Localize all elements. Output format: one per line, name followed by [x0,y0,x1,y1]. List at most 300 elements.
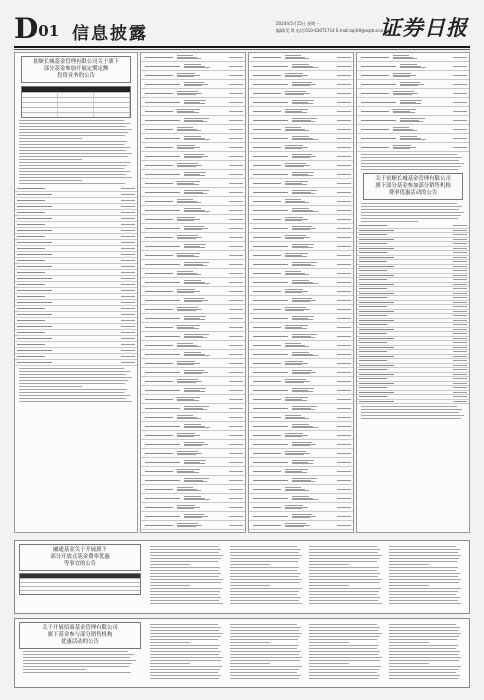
table-row [249,80,353,89]
text-line [389,648,457,649]
text-line [361,218,458,219]
text-column [227,544,307,606]
text-line [150,669,220,670]
text-line [389,645,459,646]
text-line [389,579,462,580]
text-line [150,660,221,661]
table-row [141,107,245,116]
text-line [361,209,459,210]
section-title: 信息披露 [72,24,148,44]
text-line [309,555,382,556]
table-row [249,350,353,359]
text-line [309,552,378,553]
text-line [150,651,221,652]
text-line [150,642,190,643]
bottom-2-headline-line: 优惠活动的公告 [61,639,99,645]
table-row [249,332,353,341]
page-number: 01 [38,22,60,40]
text-line [150,555,223,556]
text-line [150,564,190,565]
text-line [309,630,378,631]
text-line [230,594,298,595]
bottom-2-left [19,622,141,675]
text-line [19,159,82,160]
page-code [14,14,59,48]
text-line [150,561,218,562]
text-line [309,651,380,652]
text-line [19,395,130,396]
table-row [249,125,353,134]
table-row [249,440,353,449]
bottom-1-headline-line: 融通基金关于开展旗下 [53,547,107,553]
table-row [357,89,469,98]
paper-name-logo: 证券日报 [380,15,468,40]
text-line [309,561,377,562]
text-line [309,678,378,679]
text-line [230,582,301,583]
text-line [309,663,349,664]
text-line [150,582,221,583]
text-line [230,645,300,646]
text-line [19,141,127,142]
masthead-rule-thin [14,49,470,50]
text-line [150,633,223,634]
text-line [389,570,457,571]
text-line [230,678,299,679]
table-row [141,503,245,512]
table-row [141,359,245,368]
text-line [23,669,86,670]
text-line [230,651,301,652]
text-line [230,588,302,589]
table-row [141,512,245,521]
text-line [19,156,128,157]
text-line [309,660,380,661]
table-row [141,404,245,413]
table-row [249,368,353,377]
table-row [141,125,245,134]
text-line [309,642,349,643]
text-line [19,165,127,166]
text-line [230,558,301,559]
text-line [389,642,429,643]
table-row [141,386,245,395]
text-line [150,591,220,592]
text-line [389,582,460,583]
text-line [230,546,298,547]
table-row [141,80,245,89]
text-line [19,401,132,402]
text-line [23,654,134,655]
text-line [150,630,219,631]
text-line [19,177,132,178]
table-row [141,233,245,242]
bottom-1-table [19,573,141,595]
column-4-notice [356,52,470,533]
text-line [150,585,190,586]
text-line [389,558,460,559]
text-line [19,147,130,148]
text-line [230,552,299,553]
table-row [141,296,245,305]
text-line [389,585,429,586]
text-line [150,558,221,559]
text-line [361,154,457,155]
table-row [141,116,245,125]
text-line [150,552,219,553]
column-1-fund-list [15,186,137,366]
bottom-2-left-text [19,651,141,673]
table-row [141,206,245,215]
text-line [230,576,299,577]
table-row [249,377,353,386]
text-line [309,591,379,592]
table-row [141,98,245,107]
table-row [249,278,353,287]
table-row [249,179,353,188]
text-line [19,150,126,151]
text-line [230,663,270,664]
column-4-body-text [357,154,469,170]
table-row [249,494,353,503]
table-row [15,360,137,366]
text-line [230,642,270,643]
column-4-fund-list-top [357,53,469,152]
text-line [150,627,221,628]
text-line [309,654,378,655]
table-row [249,359,353,368]
text-line [309,597,380,598]
text-line [150,666,222,667]
date-line: 2024年5月15日 星期一 [276,21,320,26]
table-row [249,260,353,269]
table-row [249,62,353,71]
text-line [361,412,459,413]
bottom-notice-2 [14,618,470,688]
text-line [230,660,301,661]
table-row [249,503,353,512]
text-line [150,672,218,673]
text-line [230,633,303,634]
text-line [230,648,298,649]
table-row [249,305,353,314]
text-line [150,600,219,601]
contact-line: 编辑/美 琪 电话:010-63071714 E-mail:zqrb9@zqrb.sina.net [276,28,392,33]
text-line [361,206,462,207]
column-4-intro-text [357,203,469,222]
text-line [361,212,464,213]
text-line [361,163,464,164]
text-line [309,546,377,547]
text-line [389,546,457,547]
table-row [141,323,245,332]
table-row [249,287,353,296]
text-line [389,552,458,553]
text-line [230,585,270,586]
table-row [141,494,245,503]
column-4-headline-line: 关于景顺长城基金管理有限公司 [375,176,451,182]
text-line [23,657,130,658]
text-line [309,639,377,640]
text-line [389,678,458,679]
text-line [150,678,219,679]
column-4-fund-table [357,224,469,404]
table-row [249,404,353,413]
text-line [19,371,130,372]
table-row [141,485,245,494]
table-row [249,476,353,485]
page-letter: D [14,12,39,45]
text-line [150,570,218,571]
table-row [141,224,245,233]
text-line [23,663,132,664]
text-line [19,123,130,124]
text-column [147,544,227,606]
table-row [141,242,245,251]
table-row [141,251,245,260]
table-row [249,449,353,458]
text-column [386,622,466,681]
text-line [19,168,124,169]
text-line [230,630,299,631]
text-line [389,573,460,574]
bottom-1-headline-line: 部分开放式基金费率优惠 [50,554,110,560]
text-line [309,624,377,625]
table-row [249,323,353,332]
text-line [19,389,127,390]
table-row [249,242,353,251]
table-row [141,350,245,359]
table-row [249,224,353,233]
text-line [150,636,221,637]
table-row [141,467,245,476]
table-row [249,89,353,98]
text-line [230,549,301,550]
column-4-headline-line: 旗下部分基金参加部分销售机构 [375,183,451,189]
text-line [309,573,380,574]
table-row [357,400,469,405]
text-line [23,672,131,673]
table-row [141,431,245,440]
text-line [150,546,218,547]
table-row [141,71,245,80]
table-row [249,98,353,107]
text-line [19,183,125,184]
text-line [309,585,349,586]
text-line [389,663,429,664]
text-line [19,162,131,163]
bottom-2-headline-line: 关于开展招商基金管理有限公司 [42,625,118,631]
table-row [249,161,353,170]
text-line [361,418,461,419]
text-line [150,624,218,625]
table-row [249,170,353,179]
text-line [230,657,303,658]
text-line [309,672,377,673]
column-1-body-text [15,120,137,184]
text-line [309,666,381,667]
column-1-headline-box [21,56,131,83]
text-line [23,651,128,652]
table-row [141,53,245,62]
table-row [357,134,469,143]
text-line [309,567,379,568]
text-line [230,654,299,655]
table-row [141,449,245,458]
table-row [249,521,353,530]
text-line [389,672,457,673]
table-row [249,341,353,350]
text-line [309,675,380,676]
text-line [150,567,220,568]
text-line [389,549,460,550]
column-2-fund-list [140,52,246,533]
table-row [141,413,245,422]
text-line [19,386,82,387]
text-line [389,654,458,655]
table-row [249,53,353,62]
table-row [141,179,245,188]
table-row [249,512,353,521]
text-line [361,169,458,170]
table-row [249,422,353,431]
table-row [357,62,469,71]
text-line [23,666,129,667]
text-line [230,579,303,580]
text-line [150,645,220,646]
table-row [141,62,245,71]
text-line [150,576,219,577]
text-line [389,564,429,565]
masthead [14,14,470,44]
text-line [309,588,381,589]
text-line [230,564,270,565]
text-line [19,135,125,136]
table-row [357,143,469,152]
text-line [19,398,126,399]
table-row [249,233,353,242]
text-line [361,157,462,158]
table-row [141,314,245,323]
text-line [150,654,219,655]
table-row [141,197,245,206]
text-line [389,576,458,577]
text-line [230,567,300,568]
text-line [230,573,301,574]
text-line [309,633,382,634]
text-line [389,597,460,598]
text-line [230,636,301,637]
table-row [249,152,353,161]
text-line [389,600,458,601]
table-row [141,305,245,314]
text-line [389,624,457,625]
text-line [389,657,462,658]
text-column [227,622,307,681]
text-line [19,129,132,130]
text-line [23,660,136,661]
table-row [249,467,353,476]
text-line [19,377,132,378]
table-row [249,71,353,80]
text-line [361,215,461,216]
bottom-notice-1 [14,540,470,614]
text-line [19,153,132,154]
text-line [150,639,218,640]
text-line [361,409,462,410]
text-line [389,561,457,562]
table-row [141,395,245,404]
text-line [389,627,460,628]
text-line [309,576,378,577]
text-line [389,651,460,652]
table-row [357,98,469,107]
column-1-headline-line: 投资业务的公告 [57,73,95,79]
table-row [141,152,245,161]
text-line [19,174,126,175]
text-line [150,657,223,658]
table-row [141,341,245,350]
text-column [147,622,227,681]
text-line [389,666,461,667]
column-1-summary-table [21,86,131,118]
table-row [357,107,469,116]
table-row [249,485,353,494]
text-line [389,636,460,637]
column-1-headline-line: 部分基金参加开展定期定额 [43,66,109,72]
text-line [309,564,349,565]
table-row [141,377,245,386]
text-line [230,597,301,598]
text-line [230,669,300,670]
table-row [141,458,245,467]
text-line [150,549,221,550]
text-line [19,180,82,181]
text-line [230,555,303,556]
text-line [309,648,377,649]
table-row [249,206,353,215]
table-row [249,458,353,467]
table-row [357,53,469,62]
text-line [150,603,223,604]
text-line [389,630,458,631]
text-line [230,639,298,640]
table-row [141,170,245,179]
column-1-body-text-lower [15,368,137,402]
text-line [389,639,457,640]
text-line [230,570,298,571]
table-row [357,71,469,80]
table-row [249,116,353,125]
bottom-2-headline-line: 旗下基金参与部分销售机构 [47,632,113,638]
text-line [389,594,457,595]
text-line [389,591,459,592]
masthead-rule-thick [14,46,470,48]
table-row [141,476,245,485]
text-line [150,573,221,574]
table-row [141,278,245,287]
text-line [389,588,461,589]
table-row [141,89,245,98]
column-4-headline-box [363,173,463,200]
table-row [141,260,245,269]
text-line [19,383,125,384]
text-line [19,374,126,375]
text-line [309,636,380,637]
table-row [249,395,353,404]
table-row [249,107,353,116]
text-line [19,392,124,393]
